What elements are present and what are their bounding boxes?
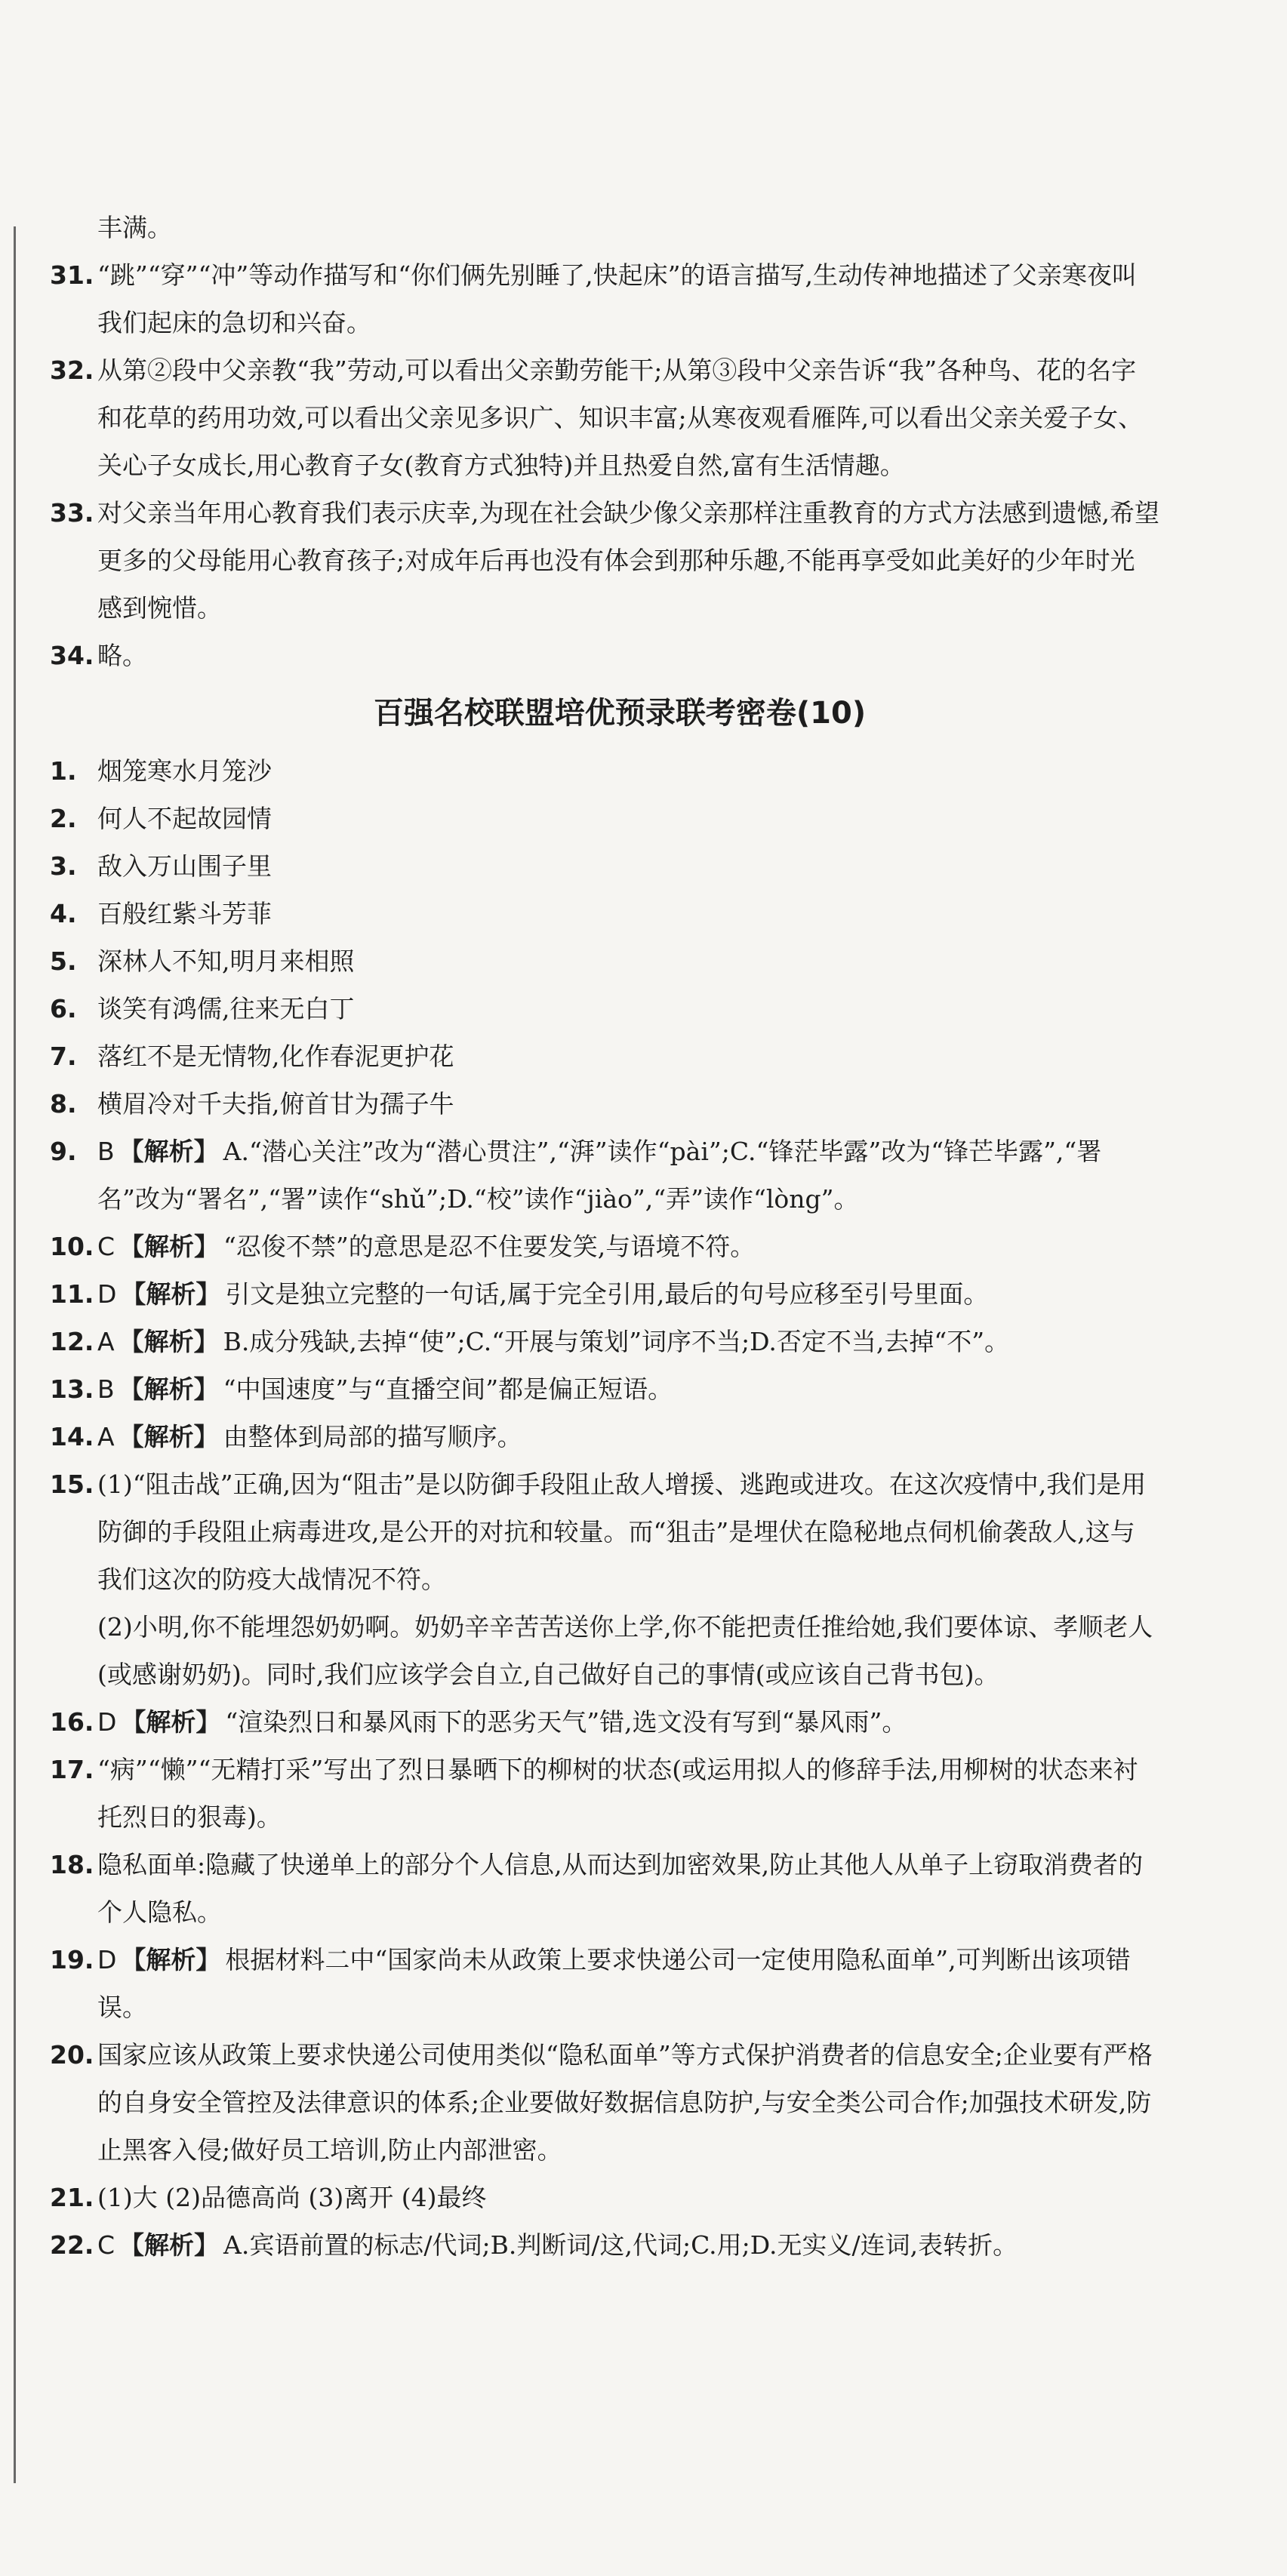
answer-21: 21. (1)大 (2)品德高尚 (3)离开 (4)最终: [50, 2183, 487, 2212]
answer-15: 15. (1)“阻击战”正确,因为“阻击”是以防御手段阻止敌人增援、逃跑或进攻。在这次疫情中,我们是用防御的手段阻止病毒进攻,是公开的对抗和较量。而“狙击”是埋伏在隐秘地点伺机偷袭敌人,这与我们这次的防疫大战情况不符。 (2)小明,你不能埋怨奶奶啊。奶奶辛辛苦苦送你上学,你不能把责任推给她,我们要体谅、孝顺老人(或感谢奶奶)。同时,我们应该学会自立,自己做好自己的事情(或应该自己背书包)。: [50, 1470, 1153, 1689]
answer-13: 13. B 【解析】 “中国速度”与“直播空间”都是偏正短语。: [50, 1374, 673, 1404]
answer-1: 1. 烟笼寒水月笼沙: [50, 756, 272, 786]
answer-19: 19. D 【解析】 根据材料二中“国家尚未从政策上要求快递公司一定使用隐私面单”,可判断出该项错误。: [50, 1945, 1131, 2022]
answer-2: 2. 何人不起故园情: [50, 804, 272, 833]
answer-9: 9. B 【解析】 A.“潜心关注”改为“潜心贯注”,“湃”读作“pài”;C.“锋茫毕露”改为“锋芒毕露”,“署名”改为“署名”,“署”读作“shǔ”;D.“校”读作“jiào”,“弄”读作“lòng”。: [50, 1137, 1102, 1214]
answer-20: 20. 国家应该从政策上要求快递公司使用类似“隐私面单”等方式保护消费者的信息安全;企业要有严格的自身安全管控及法律意识的体系;企业要做好数据信息防护,与安全类公司合作;加强技术研发,防止黑客入侵;做好员工培训,防止内部泄密。: [50, 2040, 1153, 2165]
answer-18: 18. 隐私面单:隐藏了快递单上的部分个人信息,从而达到加密效果,防止其他人从单子上窃取消费者的个人隐私。: [50, 1850, 1144, 1927]
answer-10: 10. C 【解析】 “忍俊不禁”的意思是忍不住要发笑,与语境不符。: [50, 1232, 756, 1261]
answer-34: 34. 略。: [50, 641, 147, 670]
answer-17: 17. “病”“懒”“无精打采”写出了烈日暴晒下的柳树的状态(或运用拟人的修辞手法,用柳树的状态来衬托烈日的狠毒)。: [50, 1755, 1138, 1832]
answer-22: 22. C 【解析】 A.宾语前置的标志/代词;B.判断词/这,代词;C.用;D.无实义/连词,表转折。: [50, 2230, 1018, 2260]
margin-rule: [14, 226, 16, 2483]
answer-8: 8. 横眉冷对千夫指,俯首甘为孺子牛: [50, 1089, 454, 1119]
answer-7: 7. 落红不是无情物,化作春泥更护花: [50, 1042, 454, 1071]
continued-line: 丰满。: [97, 213, 172, 242]
answer-3: 3. 敌入万山围子里: [50, 851, 272, 881]
section-title: 百强名校联盟培优预录联考密卷(10): [373, 696, 867, 731]
answer-16: 16. D 【解析】 “渲染烈日和暴风雨下的恶劣天气”错,选文没有写到“暴风雨”。: [50, 1707, 907, 1737]
answer-12: 12. A 【解析】 B.成分残缺,去掉“使”;C.“开展与策划”词序不当;D.否定不当,去掉“不”。: [50, 1327, 1010, 1356]
answer-31: 31. “跳”“穿”“冲”等动作描写和“你们俩先别睡了,快起床”的语言描写,生动传神地描述了父亲寒夜叫我们起床的急切和兴奋。: [50, 260, 1137, 337]
answer-5: 5. 深林人不知,明月来相照: [50, 946, 355, 976]
answer-content: [50, 204, 1159, 2269]
answer-14: 14. A 【解析】 由整体到局部的描写顺序。: [50, 1422, 522, 1451]
answer-11: 11. D 【解析】 引文是独立完整的一句话,属于完全引用,最后的句号应移至引号里面。: [50, 1279, 989, 1309]
answer-4: 4. 百般红紫斗芳菲: [50, 899, 272, 928]
answer-6: 6. 谈笑有鸿儒,往来无白丁: [50, 994, 355, 1023]
answer-32: 32. 从第②段中父亲教“我”劳动,可以看出父亲勤劳能干;从第③段中父亲告诉“我”各种鸟、花的名字和花草的药用功效,可以看出父亲见多识广、知识丰富;从寒夜观看雁阵,可以看出父亲关爱子女、关心子女成长,用心教育子女(教育方式独特)并且热爱自然,富有生活情趣。: [50, 355, 1144, 480]
answer-33: 33. 对父亲当年用心教育我们表示庆幸,为现在社会缺少像父亲那样注重教育的方式方法感到遗憾,希望更多的父母能用心教育孩子;对成年后再也没有体会到那种乐趣,不能再享受如此美好的少年时光感到惋惜。: [50, 498, 1159, 623]
